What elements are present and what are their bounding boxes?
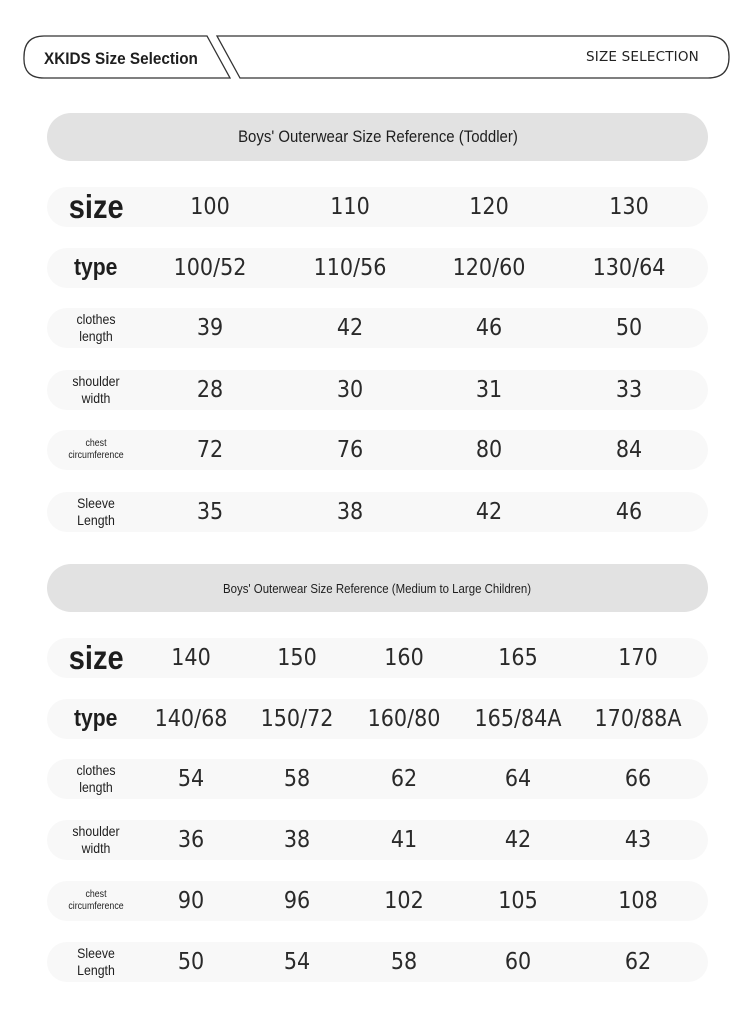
table-row-chest-circumference bbox=[47, 430, 708, 470]
row-label: type bbox=[74, 704, 118, 732]
table-row-size bbox=[47, 187, 708, 227]
table-cell: 110/56 bbox=[313, 255, 387, 281]
table-cell: 28 bbox=[196, 377, 224, 403]
table-cell: 100 bbox=[190, 194, 230, 220]
table-cell: 140 bbox=[171, 645, 211, 671]
table-cell: 62 bbox=[390, 766, 418, 792]
table-cell: 120/60 bbox=[452, 255, 526, 281]
table-cell: 58 bbox=[283, 766, 311, 792]
table-cell: 46 bbox=[615, 499, 643, 525]
table-cell: 84 bbox=[615, 437, 643, 463]
table-cell: 31 bbox=[475, 377, 503, 403]
table-cell: 150/72 bbox=[260, 706, 334, 732]
header-right-label: SIZE SELECTION bbox=[586, 49, 699, 65]
table-cell: 50 bbox=[177, 949, 205, 975]
table-cell: 100/52 bbox=[173, 255, 247, 281]
table-cell: 96 bbox=[283, 888, 311, 914]
row-label: chest circumference bbox=[68, 438, 124, 461]
table-cell: 160/80 bbox=[367, 706, 441, 732]
table-cell: 42 bbox=[504, 827, 532, 853]
table-row-shoulder-width bbox=[47, 820, 708, 860]
row-label: chest circumference bbox=[68, 889, 124, 912]
table-cell: 54 bbox=[177, 766, 205, 792]
table-cell: 33 bbox=[615, 377, 643, 403]
table-row-chest-circumference bbox=[47, 881, 708, 921]
table-cell: 58 bbox=[390, 949, 418, 975]
table-cell: 54 bbox=[283, 949, 311, 975]
table-cell: 66 bbox=[624, 766, 652, 792]
table-cell: 165/84A bbox=[474, 706, 562, 732]
section-title-toddler: Boys' Outerwear Size Reference (Toddler) bbox=[47, 113, 708, 161]
row-label: Sleeve Length bbox=[77, 495, 115, 528]
row-label: type bbox=[74, 253, 118, 281]
row-label: shoulder width bbox=[72, 823, 120, 856]
table-cell: 150 bbox=[277, 645, 317, 671]
table-cell: 60 bbox=[504, 949, 532, 975]
table-cell: 170 bbox=[618, 645, 658, 671]
table-row-size bbox=[47, 638, 708, 678]
table-cell: 130 bbox=[609, 194, 649, 220]
table-cell: 36 bbox=[177, 827, 205, 853]
table-row-clothes-length bbox=[47, 308, 708, 348]
table-row-type bbox=[47, 699, 708, 739]
table-cell: 120 bbox=[469, 194, 509, 220]
table-cell: 165 bbox=[498, 645, 538, 671]
row-label: size bbox=[68, 639, 124, 677]
table-cell: 170/88A bbox=[594, 706, 682, 732]
row-label: size bbox=[68, 188, 124, 226]
section-title-medium-large: Boys' Outerwear Size Reference (Medium to Large Children) bbox=[47, 564, 708, 612]
table-row-clothes-length bbox=[47, 759, 708, 799]
table-cell: 105 bbox=[498, 888, 538, 914]
header-frame bbox=[0, 0, 754, 90]
table-cell: 76 bbox=[336, 437, 364, 463]
table-row-shoulder-width bbox=[47, 370, 708, 410]
table-cell: 43 bbox=[624, 827, 652, 853]
table-cell: 62 bbox=[624, 949, 652, 975]
table-row-sleeve-length bbox=[47, 492, 708, 532]
table-cell: 80 bbox=[475, 437, 503, 463]
row-label: clothes length bbox=[76, 762, 116, 795]
table-cell: 39 bbox=[196, 315, 224, 341]
table-row-sleeve-length bbox=[47, 942, 708, 982]
table-cell: 41 bbox=[390, 827, 418, 853]
table-cell: 46 bbox=[475, 315, 503, 341]
table-cell: 108 bbox=[618, 888, 658, 914]
table-cell: 35 bbox=[196, 499, 224, 525]
row-label: shoulder width bbox=[72, 373, 120, 406]
table-cell: 102 bbox=[384, 888, 424, 914]
brand-title: XKIDS Size Selection bbox=[44, 49, 198, 68]
table-cell: 38 bbox=[336, 499, 364, 525]
table-row-type bbox=[47, 248, 708, 288]
row-label: clothes length bbox=[76, 311, 116, 344]
table-cell: 38 bbox=[283, 827, 311, 853]
table-cell: 64 bbox=[504, 766, 532, 792]
table-cell: 72 bbox=[196, 437, 224, 463]
table-cell: 50 bbox=[615, 315, 643, 341]
table-cell: 140/68 bbox=[154, 706, 228, 732]
row-label: Sleeve Length bbox=[77, 945, 115, 978]
table-cell: 30 bbox=[336, 377, 364, 403]
table-cell: 42 bbox=[336, 315, 364, 341]
table-cell: 42 bbox=[475, 499, 503, 525]
table-cell: 110 bbox=[330, 194, 370, 220]
table-cell: 160 bbox=[384, 645, 424, 671]
table-cell: 130/64 bbox=[592, 255, 666, 281]
table-cell: 90 bbox=[177, 888, 205, 914]
